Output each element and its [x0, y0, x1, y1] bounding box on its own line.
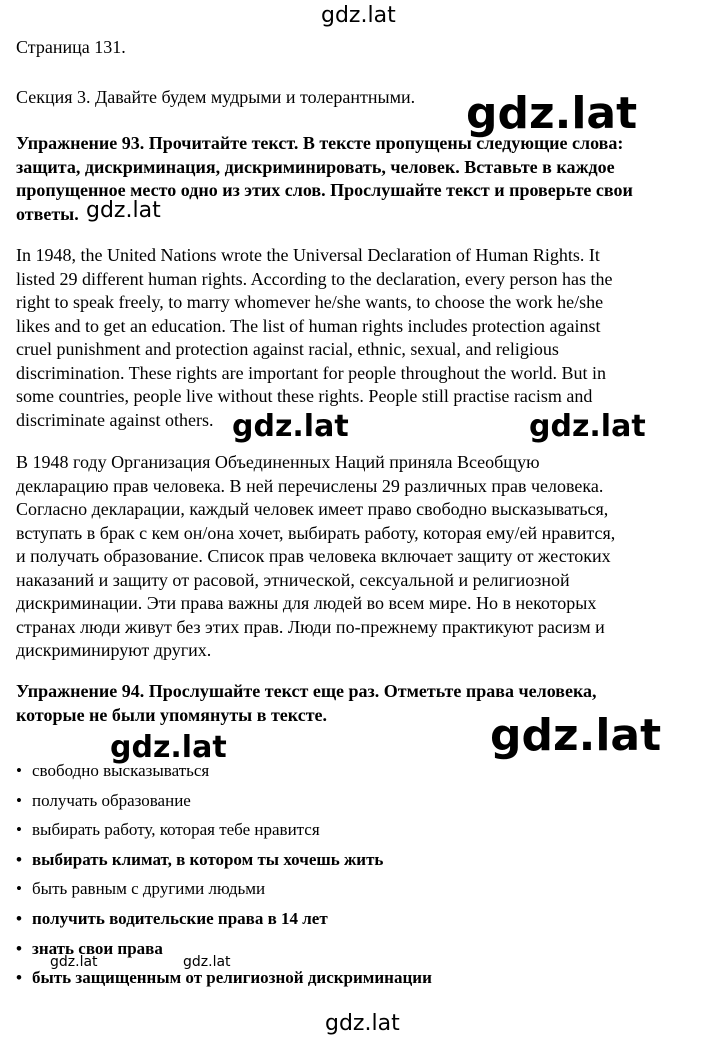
list-item-text: быть защищенным от религиозной дискриминации: [32, 968, 432, 988]
english-line: listed 29 different human rights. According to the declaration, every person has the: [16, 268, 613, 289]
list-item-text: получать образование: [32, 790, 191, 810]
english-line: likes and to get an education. The list of human rights includes protection against: [16, 315, 601, 336]
russian-line: дискриминируют других.: [16, 640, 212, 660]
english-line: right to speak freely, to marry whomever he/she wants, to choose the work he/she: [16, 292, 604, 312]
russian-line: вступать в брак с кем он/она хочет, выбирать работу, которая ему/ей нравится,: [16, 522, 616, 543]
exercise-93-line: Упражнение 93. Прочитайте текст. В тексте пропущены следующие слова:: [16, 133, 624, 153]
list-item-text: знать свои права: [32, 938, 163, 958]
list-item-text: выбирать работу, которая тебе нравится: [32, 820, 320, 840]
english-line: some countries, people live without these rights. People still practise racism and: [16, 386, 593, 406]
exercise-94-line: которые не были упомянуты в тексте.: [16, 704, 328, 725]
exercise-94-line: Упражнение 94. Прослушайте текст еще раз. Отметьте права человека,: [16, 681, 597, 701]
russian-line: декларацию прав человека. В ней перечислены 29 различных прав человека.: [16, 475, 604, 496]
russian-paragraph: [16, 451, 706, 663]
bullet-icon: •: [16, 968, 22, 988]
bullet-icon: •: [16, 849, 22, 869]
section-label: Секция 3. Давайте будем мудрыми и толерантными.: [16, 87, 416, 107]
watermark-exercise94-right: gdz.lat: [490, 710, 662, 761]
list-item-text: получить водительские права в 14 лет: [32, 908, 328, 928]
list-item: [16, 963, 432, 993]
bullet-icon: •: [16, 908, 22, 928]
exercise-93-line: защита, дискриминация, дискриминировать, человек. Вставьте в каждое: [16, 156, 615, 177]
english-line: discriminate against others.: [16, 409, 214, 430]
list-item: [16, 815, 432, 845]
russian-line: Согласно декларации, каждый человек имеет право свободно высказываться,: [16, 499, 609, 519]
bullet-icon: •: [16, 820, 22, 840]
watermark-bullets-left: gdz.lat: [110, 730, 227, 765]
list-item: [16, 845, 432, 875]
list-item-text: свободно высказываться: [32, 761, 210, 780]
list-item-text: выбирать климат, в котором ты хочешь жить: [32, 849, 384, 869]
list-item: [16, 756, 432, 786]
watermark-bottom: gdz.lat: [325, 1011, 400, 1036]
list-item: [16, 934, 432, 964]
list-item: [16, 874, 432, 904]
english-line: discrimination. These rights are important for people throughout the world. But in: [16, 362, 607, 383]
list-item: [16, 904, 432, 934]
russian-line: наказаний и защиту от расовой, этнической, сексуальной и религиозной: [16, 569, 570, 590]
english-line: cruel punishment and protection against racial, ethnic, sexual, and religious: [16, 339, 559, 359]
watermark-english-left: gdz.lat: [232, 409, 349, 444]
bullet-icon: •: [16, 761, 22, 780]
russian-line: странах люди живут без этих прав. Люди по-прежнему практикуют расизм и: [16, 616, 605, 637]
list-item-text: быть равным с другими людьми: [32, 879, 266, 899]
watermark-large-right: gdz.lat: [466, 88, 638, 139]
bullet-icon: •: [16, 938, 22, 958]
russian-line: и получать образование. Список прав человека включает защиту от жестоких: [16, 546, 611, 566]
exercise-93-line: пропущенное место одно из этих слов. Прослушайте текст и проверьте свои: [16, 180, 633, 200]
exercise-93-instructions: [16, 132, 706, 226]
watermark-tiny-left: gdz.lat: [50, 954, 98, 970]
russian-line: дискриминации. Эти права важны для людей во всем мире. Но в некоторых: [16, 593, 597, 613]
exercise-94-instructions: [16, 680, 706, 727]
russian-line: В 1948 году Организация Объединенных Наций приняла Всеобщую: [16, 452, 540, 472]
watermark-top: gdz.lat: [321, 3, 396, 28]
watermark-tiny-right: gdz.lat: [183, 954, 231, 970]
exercise-93-line: ответы.: [16, 203, 79, 224]
bullet-icon: •: [16, 879, 22, 899]
watermark-english-right: gdz.lat: [529, 409, 646, 444]
page-label: Страница 131.: [16, 37, 126, 57]
list-item: [16, 786, 432, 816]
english-paragraph: [16, 244, 706, 432]
english-line: In 1948, the United Nations wrote the Universal Declaration of Human Rights. It: [16, 245, 600, 265]
watermark-after-answers: gdz.lat: [86, 198, 161, 223]
bullet-icon: •: [16, 790, 22, 810]
rights-list: [16, 756, 432, 993]
